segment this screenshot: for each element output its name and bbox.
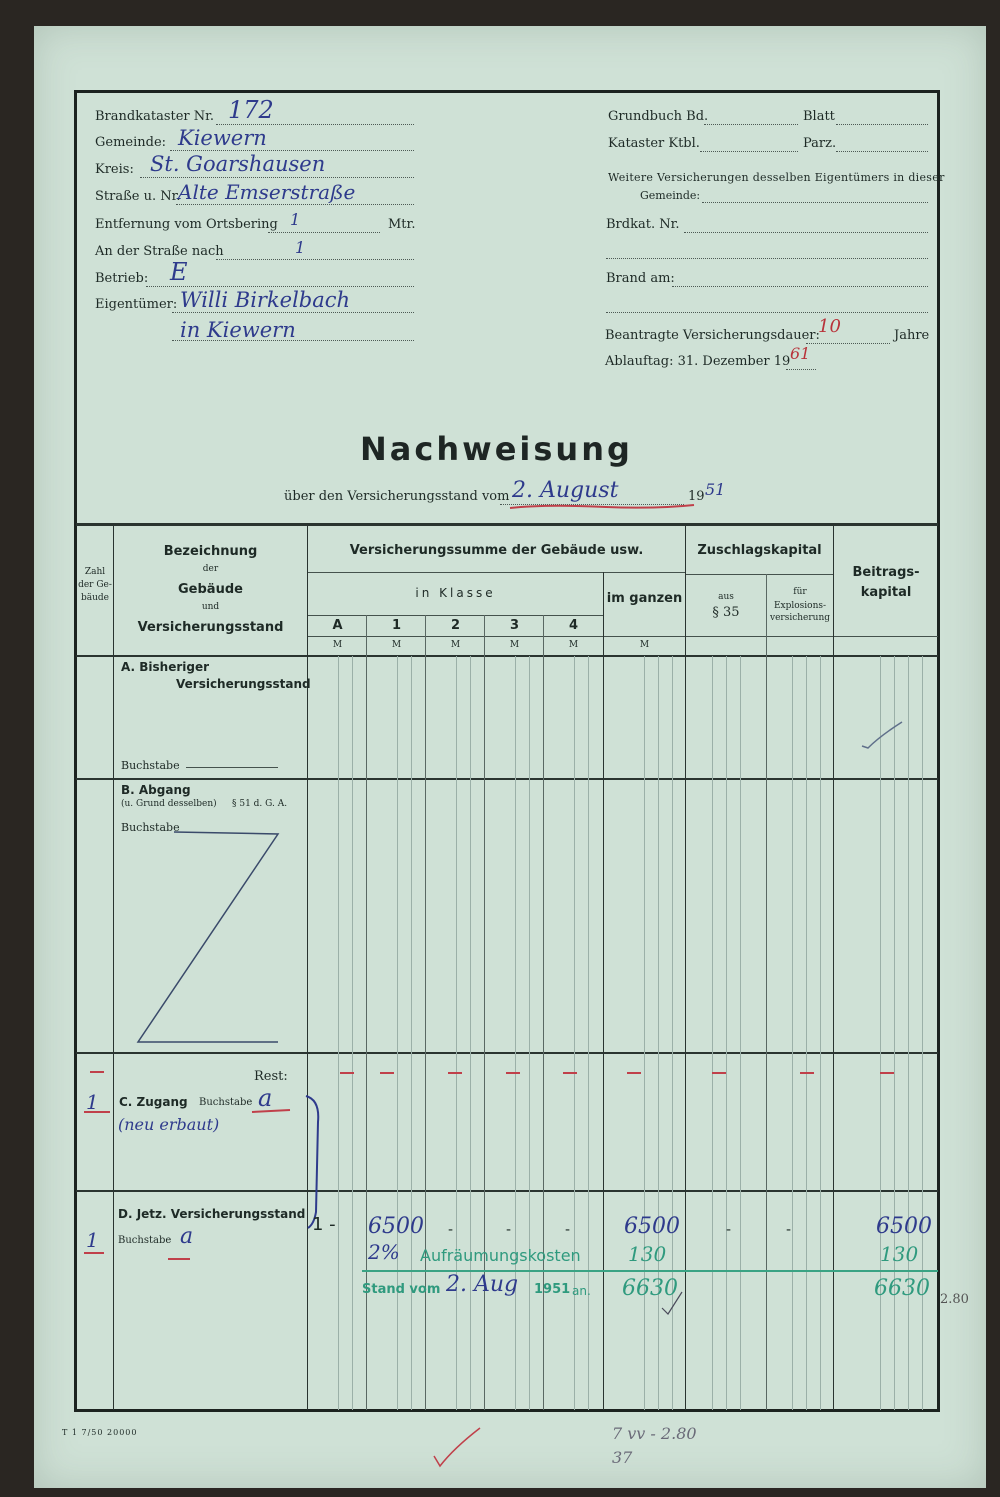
stand-date: 2. Aug [446,1272,519,1297]
dotted-line [702,202,928,203]
klasse-a-header: A [332,618,343,633]
im-ganzen-header: im ganzen [606,591,683,606]
kreis-value: St. Goarshausen [150,152,326,176]
column-line [833,525,834,1410]
section-d-title: D. Jetz. Versicherungsstand [118,1207,306,1221]
red-underlines [80,1100,320,1220]
aufraeum-label: Aufräumungskosten [420,1246,581,1265]
total-ganzen: 6630 [622,1276,678,1301]
aufraeum-ganzen: 130 [628,1242,667,1266]
kreis-label: Kreis: [95,162,134,177]
section-c-buchstabe: Buchstabe [199,1097,253,1108]
strasse-nach-label: An der Straße nach [95,244,224,259]
dash-mark: - [448,1222,454,1238]
gemeinde-label: Gemeinde: [95,135,167,150]
table-line [308,636,938,637]
section-d-letter: a [180,1224,194,1249]
red-underline [168,1258,190,1260]
eigentuemer-value-2: in Kiewern [180,318,296,342]
dotted-line [170,150,414,151]
strasse-nach-value: 1 [295,238,306,257]
dotted-line [836,151,928,152]
unit-label: M [391,640,402,650]
red-dash [712,1072,726,1074]
bez-header-1: Bezeichnung [163,544,258,559]
stand-suffix: an. [572,1284,591,1298]
section-c-note: (neu erbaut) [118,1115,220,1134]
klasse-4-header: 4 [568,618,579,633]
unit-label: M [332,640,343,650]
gemeinde-value: Kiewern [178,126,267,150]
section-c-count: 1 [86,1090,99,1114]
grid-line [712,656,713,1410]
subtitle-year-prefix: 19 [688,489,705,504]
section-c-title: C. Zugang [119,1095,188,1109]
d-beitrag-value: 6500 [876,1214,932,1239]
dotted-line [700,151,798,152]
brandkataster-label: Brandkataster Nr. [95,109,215,124]
par35-header: § 35 [712,605,740,620]
table-line [76,655,938,657]
d-klasse-1-value: 6500 [368,1214,424,1239]
section-b-buchstabe: Buchstabe [121,821,180,834]
klasse-3-header: 3 [509,618,520,633]
unit-label: M [450,640,461,650]
dotted-line [216,124,414,125]
column-line [307,525,308,1410]
aus-header: aus [718,592,734,602]
section-b-ref: § 51 d. G. A. [232,799,288,809]
entfernung-value: 1 [290,210,301,229]
grid-line [352,656,353,1410]
zahl-header: Zahl der Ge-bäude [78,567,112,603]
footer-note-1: 7 vv - 2.80 [612,1424,697,1443]
red-check-mark [428,1422,488,1472]
table-line [308,572,685,573]
form-code: T 1 7/50 20000 [62,1428,138,1437]
dotted-line [836,124,928,125]
dotted-line [172,340,414,341]
dotted-line [786,369,816,370]
dotted-line [606,258,928,259]
red-dash [880,1072,894,1074]
check-mark [858,718,908,752]
column-line [603,572,604,1410]
grundbuch-label: Grundbuch Bd. [608,109,709,124]
section-d-count: 1 [86,1228,99,1252]
grid-line [820,656,821,1410]
aufraeum-beitrag: 130 [880,1242,919,1266]
section-a-title-2: Versicherungsstand [176,677,311,691]
eigentuemer-label: Eigentümer: [95,297,178,312]
zuschlag-header: Zuschlagskapital [697,543,822,558]
dotted-line [606,312,928,313]
dotted-line [806,343,890,344]
red-dash [627,1072,641,1074]
dash-mark: - [506,1222,512,1238]
grid-line [806,656,807,1410]
red-underline [506,498,706,514]
column-line [113,525,114,1410]
section-a-title: A. Bisheriger [121,660,210,674]
dotted-line [176,204,414,205]
brand-label: Brand am: [606,271,675,286]
weitere-label-2: Gemeinde: [640,189,701,202]
explosion-header: Explosions-versicherung [769,601,831,623]
dotted-line [172,312,414,313]
dash-mark: - [786,1222,792,1238]
red-dash [448,1072,462,1074]
klasse-2-header: 2 [450,618,461,633]
table-line [76,1052,938,1054]
buchstabe-line [186,767,278,768]
total-beitrag: 6630 [874,1276,930,1301]
betrieb-label: Betrieb: [95,271,149,286]
document-title: Nachweisung [360,430,633,468]
strasse-label: Straße u. Nr. [95,189,181,204]
grid-line [529,656,530,1410]
section-b-sub: (u. Grund desselben) [121,799,217,809]
red-dash [563,1072,577,1074]
column-line [685,525,686,1410]
grid-line [726,656,727,1410]
dauer-label: Beantragte Versicherungsdauer: [605,328,820,343]
section-b-title: B. Abgang [121,783,191,797]
brandkataster-value: 172 [228,96,274,124]
z-strike-mark [130,826,290,1048]
strasse-value: Alte Emserstraße [178,180,356,204]
dotted-line [268,232,380,233]
table-line [76,778,938,780]
kataster-label: Kataster Ktbl. [608,136,700,151]
parz-label: Parz. [803,136,837,151]
unit-label: M [639,640,650,650]
table-line [685,574,833,575]
fuer-header: für [793,587,807,597]
weitere-label-1: Weitere Versicherungen desselben Eigentümers in dieser [608,171,945,184]
eigentuemer-value-1: Willi Birkelbach [180,288,351,312]
entfernung-unit: Mtr. [388,217,416,232]
dauer-value: 10 [818,316,841,337]
aufraeum-pct: 2% [368,1240,400,1264]
beitrag-header: Beitrags-kapital [852,565,920,600]
grid-line [792,656,793,1410]
ablauf-value: 61 [790,344,811,363]
table-line [308,615,603,616]
red-dash [340,1072,354,1074]
dotted-line [216,259,414,260]
dash-mark: - [565,1222,571,1238]
red-dash [800,1072,814,1074]
section-c-letter: a [258,1084,273,1112]
grid-line [740,656,741,1410]
column-line [766,574,767,1410]
table-top-line [76,523,938,526]
bez-header-5: Versicherungsstand [137,620,284,635]
red-dash [90,1071,104,1073]
dotted-line [672,286,928,287]
dotted-line [146,286,414,287]
unit-label: M [568,640,579,650]
rest-label: Rest: [254,1069,288,1084]
vsumme-header: Versicherungssumme der Gebäude usw. [349,543,644,558]
section-d-buchstabe: Buchstabe [118,1235,172,1246]
unit-label: M [509,640,520,650]
klasse-1-header: 1 [391,618,402,633]
dash-mark: 1 - [312,1214,336,1235]
check-mark [660,1290,684,1316]
subtitle-date: 2. August [512,478,619,503]
ablauf-label: Ablauftag: 31. Dezember 19 [605,354,791,369]
subtitle-year-value: 51 [705,480,726,499]
d-im-ganzen-value: 6500 [624,1214,680,1239]
grid-line [338,656,339,1410]
dash-mark: - [726,1222,732,1238]
subtitle-label: über den Versicherungsstand vom [284,489,510,504]
blatt-label: Blatt [803,109,835,124]
entfernung-label: Entfernung vom Ortsbering [95,217,278,232]
stand-year: 1951 [534,1282,571,1297]
red-dash [380,1072,394,1074]
betrieb-value: E [170,258,188,286]
in-klasse-header: in Klasse [415,586,496,600]
brdkat-label: Brdkat. Nr. [606,217,680,232]
bez-header-2: der [202,564,219,574]
red-dash [506,1072,520,1074]
dotted-line [684,232,928,233]
section-a-buchstabe: Buchstabe [121,759,180,772]
dotted-line [704,124,798,125]
footer-note-2: 37 [612,1448,633,1467]
stand-label: Stand vom [362,1282,441,1297]
bez-header-3: Gebäude [178,582,243,597]
margin-note: 2.80 [940,1292,969,1307]
bez-header-4: und [201,602,220,612]
dotted-line [140,177,414,178]
red-underline [84,1252,104,1254]
dauer-unit: Jahre [894,328,930,343]
